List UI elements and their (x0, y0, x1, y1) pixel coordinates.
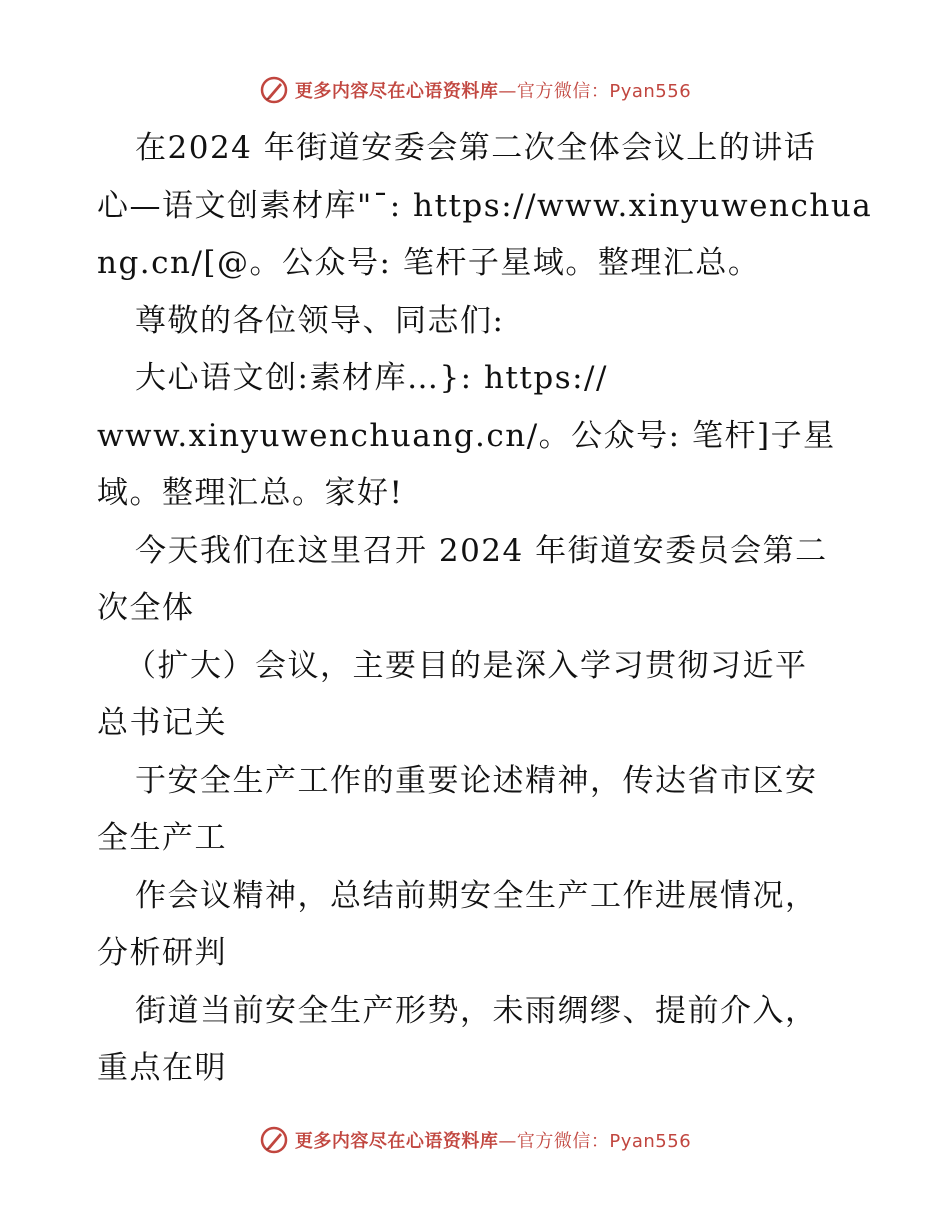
header-banner-text (295, 77, 691, 103)
document-line: 今天我们在这里召开 2024 年街道安委员会第二 (135, 532, 828, 569)
quill-logo-icon (259, 75, 289, 105)
header-banner (0, 70, 950, 110)
header-banner-dash: — (498, 81, 517, 102)
document-line: ng.cn/[@。公众号: 笔杆子星域。整理汇总。 (97, 245, 761, 281)
document-line: 大心语文创:素材库…}: https:// (135, 360, 608, 396)
document-line: 总书记关 (97, 705, 227, 741)
quill-logo-icon (259, 1125, 289, 1155)
document-line: 于安全生产工作的重要论述精神，传达省市区安 (135, 762, 818, 799)
document-line: www.xinyuwenchuang.cn/。公众号: 笔杆]子星 (97, 417, 836, 454)
document-line: 域。整理汇总。家好! (97, 475, 404, 511)
document-title: 在2024 年街道安委会第二次全体会议上的讲话 (135, 130, 817, 166)
footer-banner-text (295, 1127, 691, 1153)
footer-banner-right: 官方微信：Pyan556 (516, 1131, 692, 1152)
document-line: 心—语文创素材库"¯: https://www.xinyuwenchua (97, 187, 873, 224)
document-line: 作会议精神，总结前期安全生产工作进展情况， (135, 877, 818, 914)
document-line: 街道当前安全生产形势，未雨绸缪、提前介入， (135, 992, 818, 1029)
header-banner-right: 官方微信：Pyan556 (516, 81, 692, 102)
header-banner-left: 更多内容尽在心语资料库 (294, 81, 499, 102)
document-line: 分析研判 (97, 935, 227, 971)
footer-banner-left: 更多内容尽在心语资料库 (294, 1131, 499, 1152)
document-line: （扩大）会议，主要目的是深入学习贯彻习近平 (125, 647, 808, 684)
document-line: 重点在明 (97, 1050, 227, 1086)
document-body (97, 120, 873, 1098)
footer-banner (0, 1120, 950, 1160)
salutation: 尊敬的各位领导、同志们: (135, 302, 505, 339)
document-line: 次全体 (97, 590, 195, 626)
footer-banner-dash: — (498, 1131, 517, 1152)
document-line: 全生产工 (97, 820, 227, 856)
